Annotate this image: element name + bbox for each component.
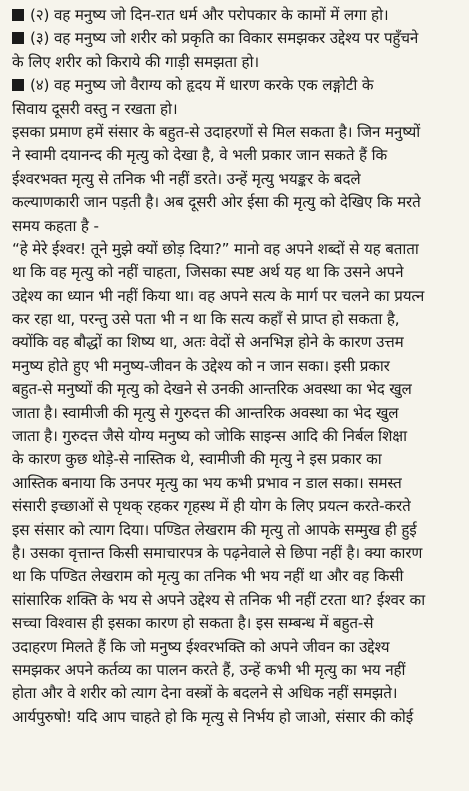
text-line: था कि पण्डित लेखराम को मृत्यु का तनिक भी भय नहीं था और वह किसी [12,567,404,586]
text-line: संसारी इच्छाओं से पृथक् रहकर गृहस्थ में ही योग के लिए प्रयत्न करते-करते [12,497,411,516]
text-line: है। उसका वृत्तान्त किसी समाचारपत्र के पढ़नेवाले से छिपा नहीं है। क्या कारण [12,543,423,562]
text-line: सच्चा विश्वास ही इसका कारण हो सकता है। इस सम्बन्ध में बहुत-से [12,614,374,633]
text-line: सांसारिक शक्ति के भय से अपने उद्देश्य से तनिक भी नहीं टरता था? ईश्वर का [12,590,425,609]
text-line: उद्देश्य का ध्यान भी नहीं किया था। वह अपने सत्य के मार्ग पर चलने का प्रयत्न [12,286,425,305]
text-line: बहुत-से मनुष्यों की मृत्यु को देखने से उनकी आन्तरिक अवस्था का भेद खुल [12,380,412,399]
text-line: समय कहता है - [12,216,99,235]
text-line: होता और वे शरीर को त्याग देना वस्त्रों के बदलने से अधिक नहीं समझते। [12,684,398,703]
text-line-list-item-3: (३) वह मनुष्य जो शरीर को प्रकृति का विकार समझकर उद्देश्य पर पहुँचने [12,27,464,50]
square-bullet-icon [12,79,24,91]
text-line: “हे मेरे ईश्वर! तूने मुझे क्यों छोड़ दिया?” मानो वह अपने शब्दों से यह बताता [12,239,419,258]
text-line: था कि वह मृत्यु को नहीं चाहता, जिसका स्पष्ट अर्थ यह था कि उसने अपने [12,263,404,282]
square-bullet-icon [12,9,24,21]
text-line: ने स्वामी दयानन्द की मृत्यु को देखा है, वे भली प्रकार जान सकते हैं कि [12,146,388,165]
text-line-list-item-4: (४) वह मनुष्य जो वैराग्य को हृदय में धारण करके एक लङ्गोटी के [12,74,464,97]
text-line: कर रहा था, परन्तु उसे पता भी न था कि सत्य कहाँ से प्राप्त हो सकता है, [12,310,400,329]
text-line: आस्तिक बनाया कि उनपर मृत्यु का भय कभी प्रभाव न डाल सका। समस्त [12,473,402,492]
text-line: के कारण कुछ थोड़े-से नास्तिक थे, स्वामीजी की मृत्यु ने इस प्रकार का [12,450,382,469]
text-line: जाता है। गुरुदत्त जैसे योग्य मनुष्य को जोकि साइन्स आदि की निर्बल शिक्षा [12,427,407,446]
text-line: जाता है। स्वामीजी की मृत्यु से गुरुदत्त की आन्तरिक अवस्था का भेद खुल [12,403,399,422]
square-bullet-icon [12,32,24,44]
text-line: के लिए शरीर को किराये की गाड़ी समझता हो। [12,52,260,71]
text-line-list-item-2: (२) वह मनुष्य जो दिन-रात धर्म और परोपकार के कामों में लगा हो। [12,4,464,27]
text-line: आर्यपुरुषो! यदि आप चाहते हो कि मृत्यु से निर्भय हो जाओ, संसार की कोई [12,707,414,726]
text-line: समझकर अपने कर्तव्य का पालन करते हैं, उन्हें कभी भी मृत्यु का भय नहीं [12,660,406,679]
text-line: उदाहरण मिलते हैं कि जो मनुष्य ईश्वरभक्ति को अपने जीवन का उद्देश्य [12,637,390,656]
page-bottom-fade [0,775,469,791]
text-line: मनुष्य होते हुए भी मनुष्य-जीवन के उद्देश्य को न जान सका। इसी प्रकार [12,356,390,375]
text-line: क्योंकि वह बौद्धों का शिष्य था, अतः वेदों से अनभिज्ञ होने के कारण उत्तम [12,333,404,352]
text-line: कल्याणकारी जान पड़ती है। अब दूसरी ओर ईसा की मृत्यु को देखिए कि मरते [12,193,421,212]
text-line: इस संसार को त्याग दिया। पण्डित लेखराम की मृत्यु तो आपके सम्मुख ही हुई [12,520,417,539]
text-line: ईश्वरभक्त मृत्यु से तनिक भी नहीं डरते। उन्हें मृत्यु भयङ्कर के बदले [12,169,361,188]
text-line: सिवाय दूसरी वस्तु न रखता हो। [12,99,178,118]
text-line: इसका प्रमाण हमें संसार के बहुत-से उदाहरणों से मिल सकता है। जिन मनुष्यों [12,122,421,141]
